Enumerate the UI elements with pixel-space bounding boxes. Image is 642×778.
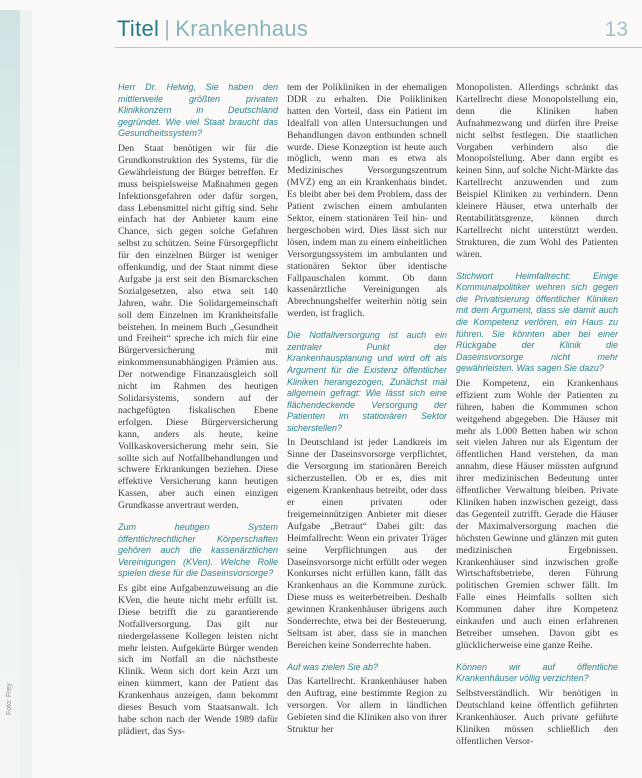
interview-answer: Monopolisten. Allerdings schränkt das Kartellrecht diese Monopolstellung ein, denn die Kliniken haben Aufnahmezwang und dürfen ihre Preise nicht selbst festlegen. Die staatlichen Vorgaben verhindern also die Monopolstellung. Aber dann ergibt es keinen Sinn, auf solche Nicht-Märkte das Kartellrecht anzuwenden und zum Beispiel Kliniken zu verhindern. Denn kleinere Häuser, etwa unterhalb der Rentabilitätsgrenze, können durch Kartellrecht nicht unterstützt werden. Strukturen, die zum Wohl des Patienten wären. bbox=[456, 82, 618, 260]
header-rule bbox=[115, 47, 642, 48]
interview-answer: Selbstverständlich. Wir benötigen in Deutschland keine öffentlich geführten Krankenhäuser. Auch private geführte Kliniken müssen schließlich den öffentlichen Versor- bbox=[456, 687, 618, 747]
interview-question: Stichwort Heimfallrecht: Einige Kommunalpolitiker wehren sich gegen die Privatisierung öffentlicher Kliniken mit dem Argument, dass sie damit auch die Kompetenz verlören, ein Haus zu führen. Sie könnten aber bei einer Rückgabe der Klinik die Daseinsvorsorge nicht mehr gewährleisten. Was sagen Sie dazu? bbox=[456, 270, 618, 374]
section-title-sub: Krankenhaus bbox=[175, 16, 309, 41]
interview-answer: Die Kompetenz, ein Krankenhaus effizient zum Wohle der Patienten zu führen, haben die Kommunen schon weitgehend abgegeben. Die Häuser mit mehr als 1.000 Betten haben wir schon seit vielen Jahren nur als Eigentum der öffentlichen Hand verstehen, da man annahm, diese Häuser müssten aufgrund ihrer medizinischen Bedeutung unter öffentlicher Verwaltung bleiben. Private Kliniken haben inzwischen gezeigt, dass das Gegenteil zutrifft. Gerade die Häuser der Maximalversorgung machen die höchsten Gewinne und glänzen mit guten medizinischen Ergebnissen. Krankenhäuser sind inzwischen große Wirtschaftsbetriebe, deren Führung politischen Gremien schwer fällt. Im Falle eines Heimfalls sollten sich Kommunen daher ihre Kompetenz einkaufen und auch einen erfahrenen Betreiber umsehen. Davon gibt es glücklicherweise eine ganze Reihe. bbox=[456, 377, 618, 651]
title-separator: | bbox=[164, 16, 171, 41]
interview-answer: tem der Polikliniken in der ehemaligen DDR zu erhalten. Die Polikliniken hatten den Vorteil, dass ein Patient im Idealfall von allen Untersuchungen und Behandlungen davon entbunden schnell wurde. Diese Konzeption ist heute auch möglich, wenn man es etwa als Medizinisches Versorgungszentrum (MVZ) eng an ein Krankenhaus bindet. Es bleibt aber bei dem Problem, dass der Patient zwischen einem ambulanten Sektor, einem stationären Teil hin- und hergeschoben wird. Dies lässt sich nur lösen, indem man zu einem einheitlichen Versorgungssystem im ambulanten und stationären Sektor über identische Fallpauschalen kommt. Ob dann kassenärztliche Vereinigungen als Abrechnungshelfer weiterhin nötig sein werden, ist fraglich. bbox=[287, 82, 447, 320]
page-number: 13 bbox=[604, 18, 628, 41]
interview-question: Zum heutigen System öffentlichrechtlicher Körperschaften gehören auch die kassenärztlichen Vereinigungen (KVen). Welche Rolle spielen diese für die Daseinsvorsorge? bbox=[118, 522, 278, 579]
interview-answer: Es gibt eine Aufgabenzuweisung an die KVen, die heute nicht mehr erfüllt ist. Diese betrifft die zu garantierende Notfallversorgung. Das gilt nur niedergelassene Kollegen leisten nicht mehr leisten. Aufgekärte Bürger wenden sich im Notfall an die nächstbeste Klinik. Wenn sich dort kein Arzt um einen kümmert, kann der Patient das Krankenhaus anzeigen, dann bekommt dieses Besuch vom Staatsanwalt. Ich habe schon nach der Wende 1989 dafür plädiert, das Sys- bbox=[118, 583, 278, 737]
interview-question: Die Notfallversorgung ist auch ein zentraler Punkt der Krankenhausplanung und wird oft als Argument für die Existenz öffentlicher Kliniken herangezogen. Zunächst mal allgemein gefragt: Wie lässt sich eine flächendeckende Versorgung der Patienten im stationären Sektor sicherstellen? bbox=[287, 330, 447, 433]
interview-question: Auf was zielen Sie ab? bbox=[287, 661, 379, 672]
section-title bbox=[117, 16, 308, 42]
interview-answer: Das Kartellrecht. Krankenhäuser haben den Auftrag, eine bestimmte Region zu versorgen. Vor allem in ländlichen Gebieten sind die Kliniken also von ihrer Struktur her bbox=[287, 676, 447, 735]
interview-answer: In Deutschland ist jeder Landkreis im Sinne der Daseinsvorsorge verpflichtet, die Versorgung im stationären Bereich sicherzustellen. Ob er es, dies mit eigenem Krankenhaus betreibt, oder dass er einen privaten oder freigemeinnützigen Anbieter mit dieser Aufgabe „Betraut“ Dabei gilt: das Heimfallrecht: Wenn ein privater Träger seine Verpflichtungen aus der Daseinsvorsorge nicht erfüllt oder wegen Konkurses nicht erfüllen kann, fällt das Krankenhaus an die Kommune zurück. Diese muss es weiterbetreiben. Deshalb gewinnen Krankenhäuser übrigens auch Sonderrechte, etwa bei der Besteuerung. Seltsam ist aber, dass sie in manchen Bereichen keine Sonderrechte haben. bbox=[287, 437, 447, 651]
page-header bbox=[0, 0, 642, 70]
side-decorative-stripe bbox=[0, 10, 20, 778]
interview-answer: Den Staat benötigen wir für die Grundkonstruktion des Systems, für die Gewährleistung der Bürger betreffen. Er muss beispielsweise Maßnahmen gegen Infektionsgefahren oder dafür sorgen, dass Lebensmittel nicht giftig sind. Sehr einfach hat der Anbieter kaum eine Chance, sich gegen solche Gefahren selbst zu schützen. Seine Fürsorgepflicht für den einzelnen Bürger ist weniger offenkundig, und der Staat nimmt diese Aufgabe ja erst seit den Bismarckschen Sozialgesetzen, also etwa seit 140 Jahren, wahr. Die Solidargemeinschaft soll dem Einzelnen im Krankheitsfalle beistehen. In meinem Buch „Gesundheit und Freiheit“ spreche ich mich für eine Bürgerversicherung mit einkommensunabhängigen Prämien aus. Der notwendige Finanzausgleich soll nicht im Rahmen des heutigen Solidarsystems, sondern auf der nachgefügten fiskalischen Ebene erfolgen. Diese Bürgerversicherung kann, anders als heute, keine Vollkaskoversicherung mehr sein. Sie sollte sich auf Notfallbehandlungen und schwere Erkrankungen beziehen. Diese effektive Versicherung kann heutigen Kassen, aber auch einen einzigen Grundkasse anvertraut werden. bbox=[118, 142, 278, 512]
text-column-2 bbox=[287, 82, 447, 772]
text-column-3 bbox=[456, 82, 618, 772]
photo-credit: Foto: Frey bbox=[6, 683, 13, 715]
section-title-main: Titel bbox=[117, 16, 160, 41]
side-decorative-band bbox=[20, 10, 32, 778]
interview-question: Herr Dr. Helwig, Sie haben den mittlerweile größten privaten Klinikkonzern in Deutschland gegründet. Wie viel Staat braucht das Gesundheitssystem? bbox=[118, 82, 278, 139]
text-column-1 bbox=[118, 82, 278, 772]
interview-question: Können wir auf öffentliche Krankenhäuser völlig verzichten? bbox=[456, 661, 618, 684]
